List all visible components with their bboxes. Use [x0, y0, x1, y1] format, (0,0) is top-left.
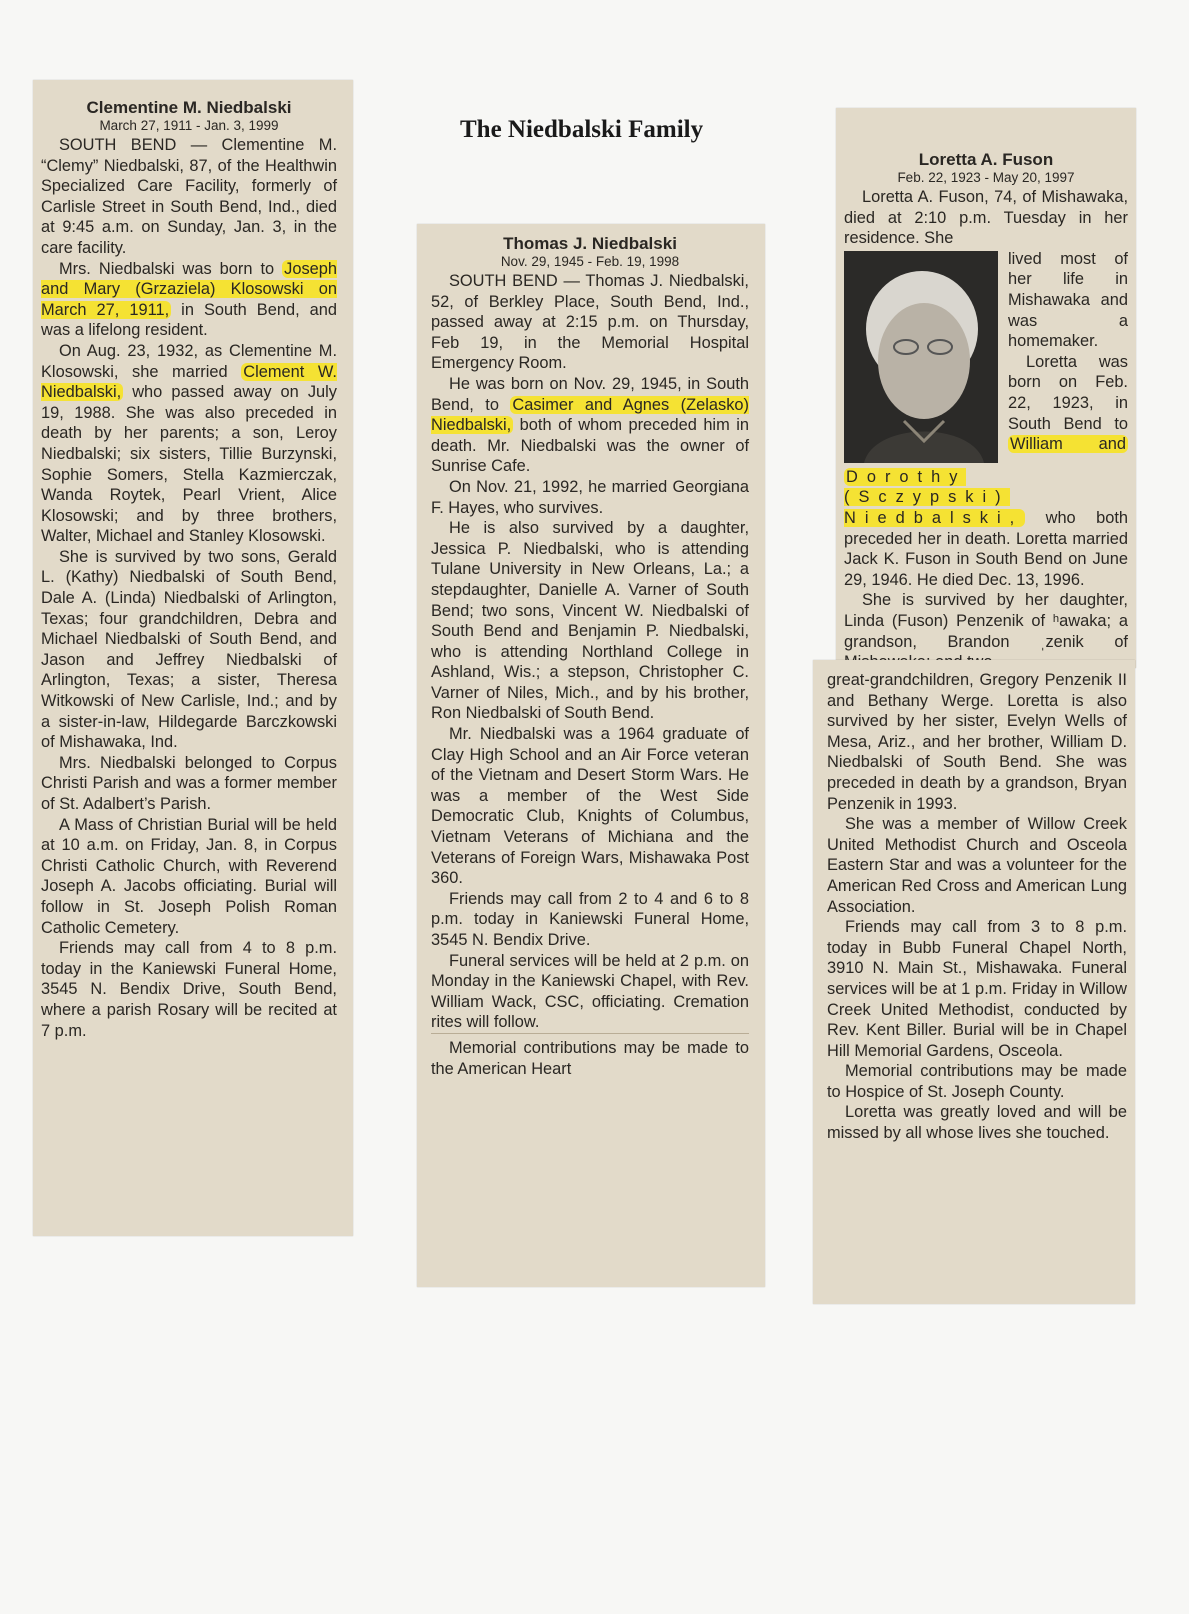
- obituary-paragraph: Friends may call from 4 to 8 p.m. today in the Kaniewski Funeral Home, 3545 N. Bendix Drive, South Bend, where a parish Rosary will be recited at 7 p.m.: [41, 939, 337, 1040]
- obituary-paragraph: [41, 341, 337, 547]
- text-run: who both preceded her in death. Loretta married Jack K. Fuson in South Bend on June 29, 1946. He died Dec. 13, 1996.: [844, 508, 1128, 589]
- highlighted-text: Joseph and Mary (Grzaziela) Klosowski on March 27, 1911,: [41, 259, 337, 319]
- text-run: in South Bend, and was a lifelong resident.: [41, 300, 337, 340]
- obituary-dates: Nov. 29, 1945 - Feb. 19, 1998: [500, 254, 680, 269]
- text-run: On Aug. 23, 1932, as Clementine M. Klosowski, she married: [41, 341, 337, 381]
- highlighted-text: Dorothy (Sczypski) Niedbalski,: [844, 467, 1024, 527]
- obituary-name: Thomas J. Niedbalski: [503, 234, 677, 253]
- obituary-paragraph: lived most of her life in Mishawaka and was a homemaker.: [1008, 249, 1128, 351]
- text-run: Loretta was born on Feb. 22, 1923, in South Bend to: [1008, 352, 1128, 433]
- obituary-clementine: [33, 80, 353, 1236]
- text-run: Mrs. Niedbalski was born to: [59, 259, 283, 278]
- text-run: He was born on Nov. 29, 1945, in South Bend, to: [431, 374, 749, 414]
- obituary-paragraph: Friends may call from 2 to 4 and 6 to 8 p.m. today in Kaniewski Funeral Home, 3545 N. Bendix Drive.: [431, 889, 749, 949]
- obituary-paragraph: A Mass of Christian Burial will be held at 10 a.m. on Friday, Jan. 8, in Corpus Christi Catholic Church, with Reverend Joseph A. Jacobs officiating. Burial will follow in St. Joseph Polish Roman Catholic Cemetery.: [41, 815, 337, 937]
- obituary-paragraph: Mrs. Niedbalski belonged to Corpus Christi Parish and was a former member of St. Adalbert’s Parish.: [41, 753, 337, 813]
- obituary-paragraph: great-grandchildren, Gregory Penzenik II and Bethany Werge. Loretta is also survived by her sister, Evelyn Wells of Mesa, Ariz., and her brother, William D. Niedbalski of South Bend. She was preceded in death by a grandson, Bryan Penzenik in 1993.: [827, 671, 1127, 813]
- obituary-paragraph: Memorial contributions may be made to the American Heart: [431, 1033, 749, 1079]
- obituary-paragraph: Loretta A. Fuson, 74, of Mishawaka, died at 2:10 p.m. Tuesday in her residence. She: [844, 188, 1128, 248]
- obituary-loretta-top: [836, 108, 1136, 668]
- obituary-paragraph: [41, 259, 337, 341]
- obituary-dates: March 27, 1911 - Jan. 3, 1999: [99, 118, 279, 133]
- obituary-paragraph: SOUTH BEND — Thomas J. Niedbalski, 52, of Berkley Place, South Bend, Ind., passed away at 2:15 p.m. on Thursday, Feb 19, in the Memorial Hospital Emergency Room.: [431, 272, 749, 373]
- obituary-name: Clementine M. Niedbalski: [86, 98, 292, 117]
- obituary-dates: Feb. 22, 1923 - May 20, 1997: [897, 170, 1075, 185]
- obituary-paragraph: [431, 374, 749, 477]
- obituary-paragraph: She was a member of Willow Creek United Methodist Church and Osceola Eastern Star and was a volunteer for the American Red Cross and American Lung Association.: [827, 815, 1127, 916]
- text-run: who passed away on July 19, 1988. She was also preceded in death by her parents; a son, Leroy Niedbalski; six sisters, Tillie Burzynski, Sophie Somers, Stella Kazmierczak, Wanda Roytek, Pearl Vrient, Alice Klosowski; and by three brothers, Walter, Michael and Stanley Klosowski.: [41, 383, 337, 546]
- obituary-loretta-bottom: [813, 660, 1135, 1304]
- highlighted-text: Clement W. Niedbalski,: [41, 362, 337, 402]
- obituary-paragraph: He is also survived by a daughter, Jessica P. Niedbalski, who is attending Tulane University in New Orleans, La.; a stepdaughter, Danielle A. Varner of South Bend; two sons, Vincent W. Niedbalski of South Bend and Benjamin P. Niedbalski, who is attending Northland College in Ashland, Wis.; a stepson, Christopher C. Varner of Niles, Mich., and by his brother, Ron Niedbalski of South Bend.: [431, 519, 749, 723]
- obituary-paragraph: SOUTH BEND — Clementine M. “Clemy” Niedbalski, 87, of the Healthwin Specialized Care Facility, formerly of Carlisle Street in South Bend, Ind., died at 9:45 a.m. on Sunday, Jan. 3, in the care facility.: [41, 136, 337, 257]
- page-title: The Niedbalski Family: [460, 116, 704, 143]
- portrait-photo: [844, 251, 998, 463]
- obituary-paragraph: Friends may call from 3 to 8 p.m. today in Bubb Funeral Chapel North, 3910 N. Main St., Mishawaka. Funeral services will be at 1 p.m. Friday in Willow Creek United Methodist, conducted by Rev. Kent Biller. Burial will be in Chapel Hill Memorial Gardens, Osceola.: [827, 918, 1127, 1060]
- obituary-paragraph: Loretta was greatly loved and will be missed by all whose lives she touched.: [827, 1103, 1127, 1143]
- obituary-paragraph: Memorial contributions may be made to Hospice of St. Joseph County.: [827, 1062, 1127, 1101]
- obituary-name: Loretta A. Fuson: [918, 150, 1054, 169]
- text-run: both of whom preceded him in death. Mr. Niedbalski was the owner of Sunrise Cafe.: [431, 416, 749, 476]
- highlighted-text: Casimer and Agnes (Zelasko) Niedbalski,: [431, 395, 749, 435]
- obituary-paragraph: She is survived by her daughter, Linda (Fuson) Penzenik of ʰawaka; a grandson, Brandon ˌzenik of: [844, 591, 1128, 651]
- obituary-paragraph: On Nov. 21, 1992, he married Georgiana F. Hayes, who survives.: [431, 477, 749, 517]
- obituary-paragraph: Funeral services will be held at 2 p.m. on Monday in the Kaniewski Chapel, with Rev. William Wack, CSC, officiating. Cremation rites will follow.: [431, 951, 749, 1032]
- obituary-paragraph: Mr. Niedbalski was a 1964 graduate of Clay High School and an Air Force veteran of the Vietnam and Desert Storm Wars. He was a member of the West Side Democratic Club, Knights of Columbus, Vietnam Veterans of Michiana and the Veterans of Foreign Wars, Mishawaka Post 360.: [431, 725, 749, 888]
- obituary-paragraph: She is survived by two sons, Gerald L. (Kathy) Niedbalski of South Bend, Dale A. (Linda) Niedbalski of Arlington, Texas; four grandchildren, Debra and Michael Niedbalski of South Bend, and Jason and Jeffrey Niedbalski of Arlington, Texas; a sister, Theresa Witkowski of New Carlisle, Ind.; and by a sister-in-law, Hildegarde Barczkowski of Mishawaka, Ind.: [41, 547, 337, 752]
- highlighted-text: William and: [1010, 435, 1126, 454]
- obituary-thomas: [417, 224, 765, 1287]
